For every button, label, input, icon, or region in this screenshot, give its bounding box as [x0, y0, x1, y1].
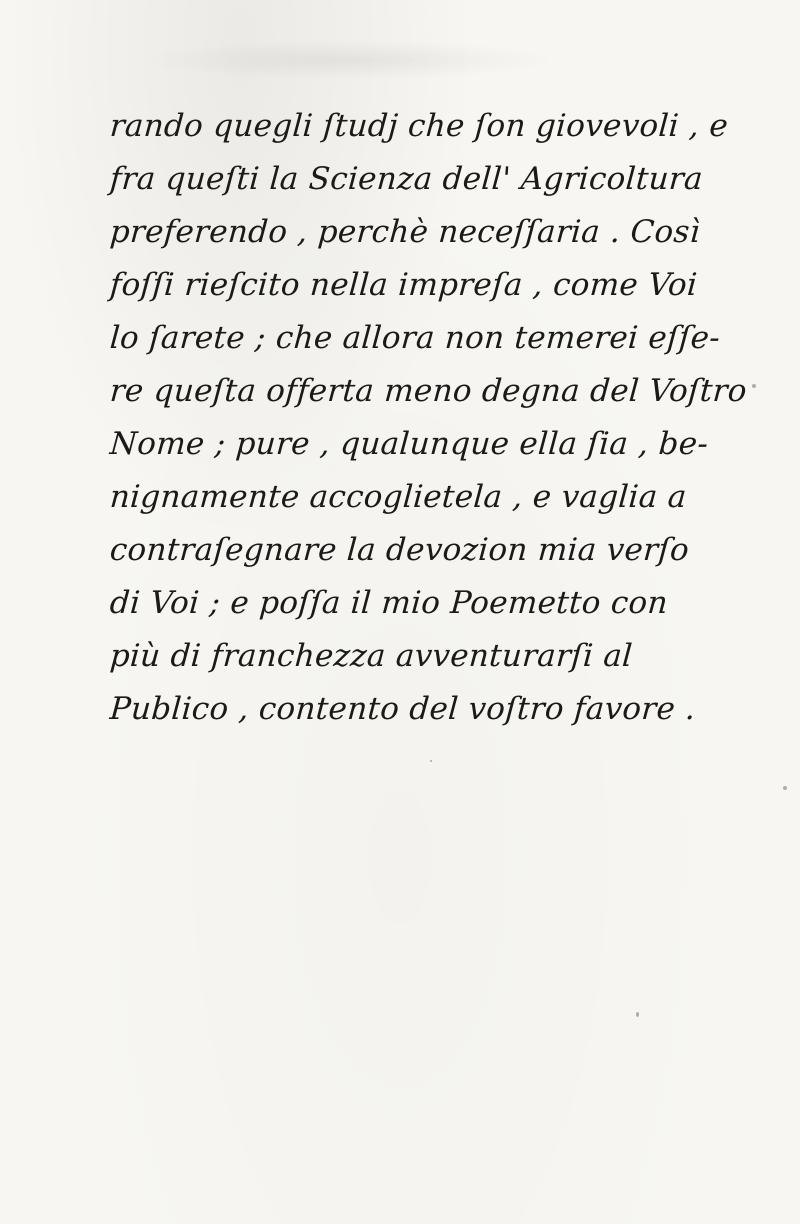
text-line: Publico , contento del voſtro favore . — [108, 691, 697, 727]
text-line: lo ſarete ; che allora non temerei eſſe- — [108, 320, 722, 356]
text-line: di Voi ; e poſſa il mio Poemetto con — [108, 585, 670, 621]
text-line: preferendo , perchè neceſſaria . Così — [108, 214, 702, 250]
text-line: re queſta offerta meno degna del Voſtro — [108, 373, 749, 409]
text-line: rando quegli ſtudj che ſon giovevoli , e — [108, 108, 730, 144]
paper-stain — [140, 40, 560, 80]
paper-speck — [430, 760, 432, 762]
paper-speck — [783, 786, 787, 790]
text-line: foſſi rieſcito nella impreſa , come Voi — [108, 267, 699, 303]
paper-speck — [636, 1012, 639, 1017]
body-text — [108, 100, 749, 736]
text-line: più di franchezza avventurarſi al — [108, 638, 634, 674]
text-line: nignamente accoglietela , e vaglia a — [108, 479, 688, 515]
text-line: Nome ; pure , qualunque ella ſia , be- — [108, 426, 710, 462]
text-line: fra queſti la Scienza dell' Agricoltura — [108, 161, 705, 197]
text-line: contraſegnare la devozion mia verſo — [108, 532, 691, 568]
paper-speck — [752, 384, 756, 388]
